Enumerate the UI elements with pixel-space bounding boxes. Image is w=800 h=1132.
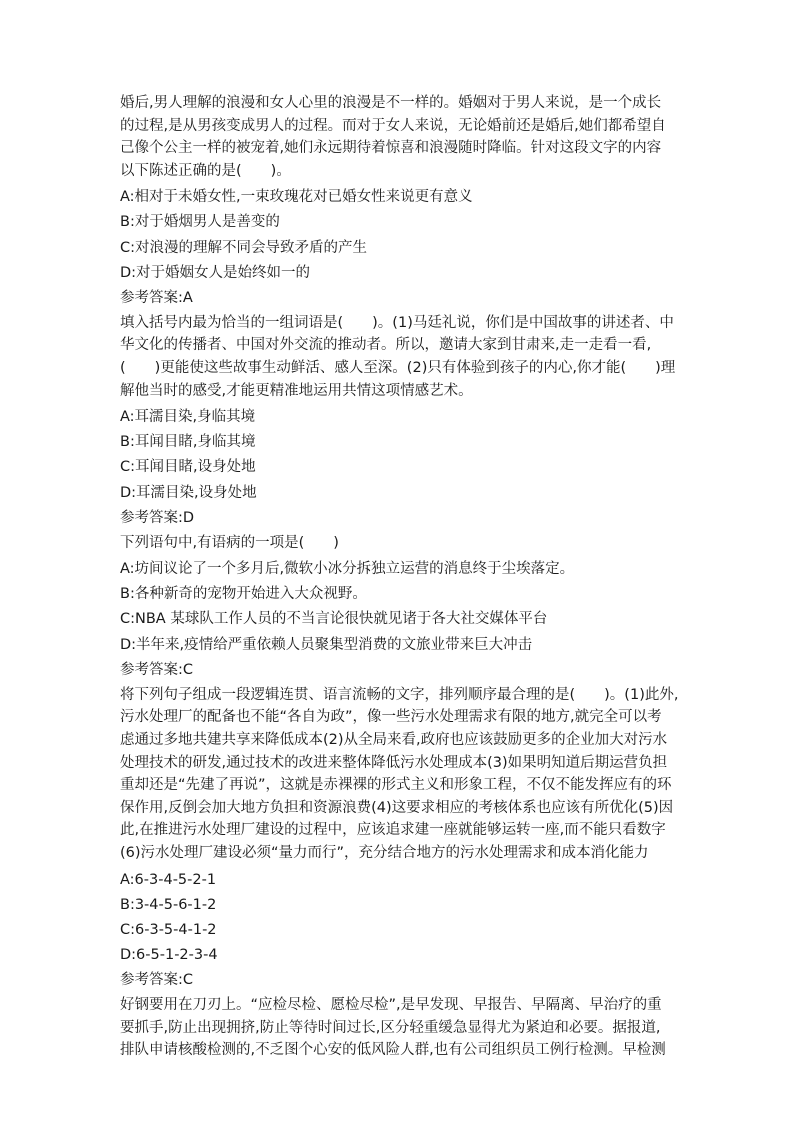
stem-line: 排队申请核酸检测的,不乏图个心安的低风险人群,也有公司组织员工例行检测。早检测 [120,1042,666,1059]
stem-line: 填入括号内最为恰当的一组词语是( )。(1)马廷礼说，你们是中国故事的讲述者、中 [120,314,674,331]
option-d: D:6-5-1-2-3-4 [120,946,218,963]
question-2 [120,312,680,529]
reference-answer: 参考答案:D [120,509,195,526]
option-b: B:3-4-5-6-1-2 [120,896,217,913]
option-a: A:坊间议论了一个多月后,微软小冰分拆独立运营的消息终于尘埃落定。 [120,561,575,578]
stem-line: (6)污水处理厂建设必须“量力而行”，充分结合地方的污水处理需求和成本消化能力 [120,844,649,861]
stem-line: 华文化的传播者、中国对外交流的推动者。所以，邀请大家到甘肃来,走一走看一看, [120,337,652,354]
option-a: A:6-3-4-5-2-1 [120,871,217,888]
stem-line: 下列语句中,有语病的一项是( ) [120,534,339,551]
reference-answer: 参考答案:C [120,971,194,988]
question-stem [120,312,680,402]
reference-answer: 参考答案:C [120,661,194,678]
stem-line: 虑通过多地共建共享来降低成本(2)从全局来看,政府也应该鼓励更多的企业加大对污水 [120,731,668,748]
question-stem [120,994,680,1062]
question-4 [120,684,680,992]
stem-line: 保作用,反倒会加大地方负担和资源浪费(4)这要求相应的考核体系也应该有所优化(5)因 [120,799,674,816]
question-stem [120,532,680,555]
option-d: D:半年来,疫情给严重依赖人员聚集型消费的文旅业带来巨大冲击 [120,636,533,653]
option-b: B:各种新奇的宠物开始进入大众视野。 [120,586,367,603]
option-c: C:6-3-5-4-1-2 [120,921,217,938]
question-stem [120,684,680,865]
option-a: A:耳濡目染,身临其境 [120,409,256,426]
option-c: C:对浪漫的理解不同会导致矛盾的产生 [120,239,368,256]
document-page [120,92,680,1066]
option-b: B:耳闻目睹,身临其境 [120,434,256,451]
stem-line: 处理技术的研发,通过技术的改进来整体降低污水处理成本(3)如果明知道后期运营负担 [120,754,668,771]
reference-answer: 参考答案:A [120,289,193,306]
option-a: A:相对于未婚女性,一束玫瑰花对已婚女性来说更有意义 [120,189,473,206]
stem-line: 解他当时的感受,才能更精准地运用共情这项情感艺术。 [120,382,473,399]
option-d: D:耳濡目染,设身处地 [120,484,257,501]
option-c: C:NBA 某球队工作人员的不当言论很快就见诸于各大社交媒体平台 [120,611,548,628]
stem-line: 己像个公主一样的被宠着,她们永远期待着惊喜和浪漫随时降临。针对这段文字的内容 [120,140,662,157]
stem-line: ( )更能使这些故事生动鲜活、感人至深。(2)只有体验到孩子的内心,你才能( )理 [120,360,676,377]
stem-line: 污水处理厂的配备也不能“各自为政”，像一些污水处理需求有限的地方,就完全可以考 [120,709,662,726]
question-1 [120,92,680,309]
option-c: C:耳闻目睹,设身处地 [120,459,256,476]
stem-line: 将下列句子组成一段逻辑连贯、语言流畅的文字，排列顺序最合理的是( )。(1)此外, [120,686,679,703]
question-stem [120,92,680,182]
stem-line: 此,在推进污水处理厂建设的过程中，应该追求建一座就能够运转一座,而不能只看数字 [120,822,666,839]
stem-line: 要抓手,防止出现拥挤,防止等待时间过长,区分轻重缓急显得尤为紧迫和必要。据报道, [120,1019,661,1036]
stem-line: 婚后,男人理解的浪漫和女人心里的浪漫是不一样的。婚姻对于男人来说，是一个成长 [120,95,662,111]
stem-line: 的过程,是从男孩变成男人的过程。而对于女人来说，无论婚前还是婚后,她们都希望自 [120,117,666,134]
option-d: D:对于婚姻女人是始终如一的 [120,264,311,281]
stem-line: 好钢要用在刀刃上。“应检尽检、愿检尽检”,是早发现、早报告、早隔离、早治疗的重 [120,996,662,1013]
option-b: B:对于婚烟男人是善变的 [120,214,280,231]
question-3 [120,532,680,682]
question-5 [120,994,680,1062]
stem-line: 以下陈述正确的是( )。 [120,162,291,179]
stem-line: 重却还是“先建了再说”，这就是赤裸裸的形式主义和形象工程，不仅不能发挥应有的环 [120,777,672,794]
